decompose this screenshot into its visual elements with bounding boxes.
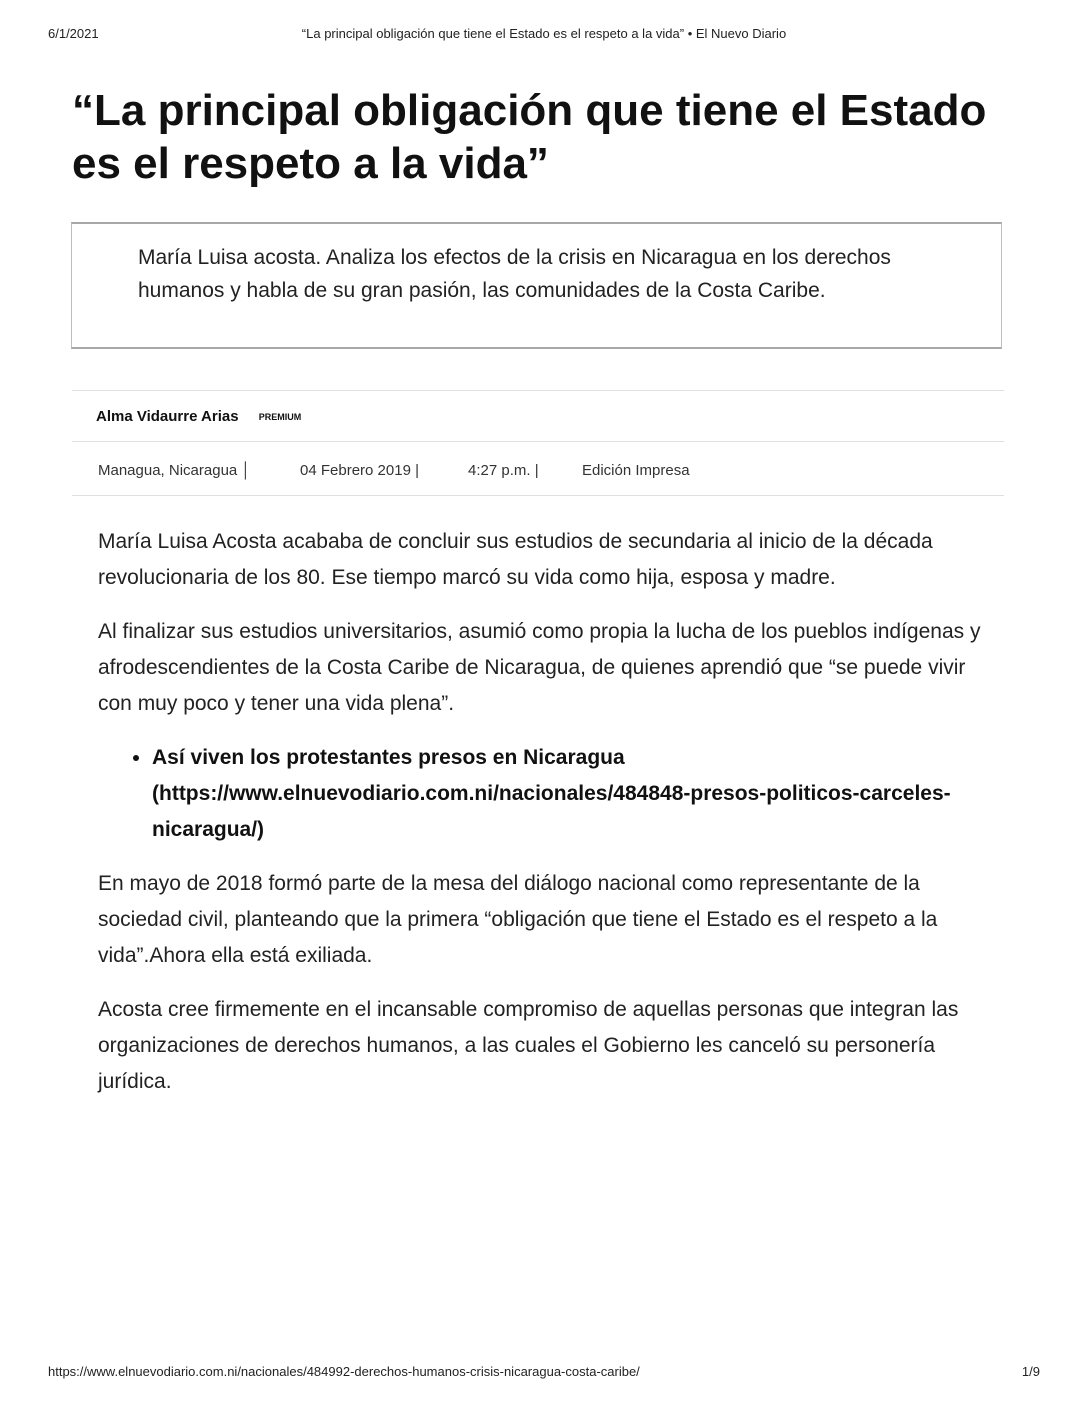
article-headline: “La principal obligación que tiene el Estado es el respeto a la vida” <box>72 86 987 188</box>
print-footer <box>48 1364 1040 1382</box>
meta-location-text: Managua, Nicaragua <box>98 462 238 479</box>
print-date: 6/1/2021 <box>48 26 99 41</box>
meta-time: 4:27 p.m. | <box>468 462 539 479</box>
article-summary-box <box>71 222 1002 349</box>
print-url: https://www.elnuevodiario.com.ni/nacionales/484992-derechos-humanos-crisis-nicaragua-costa-caribe/ <box>48 1364 640 1379</box>
related-links <box>98 740 988 848</box>
meta-date: 04 Febrero 2019 | <box>300 462 419 479</box>
premium-badge: PREMIUM <box>258 412 302 422</box>
meta-edition: Edición Impresa <box>582 462 690 479</box>
article-paragraph: Acosta cree firmemente en el incansable compromiso de aquellas personas que integran las organizaciones de derechos humanos, a las cuales el Gobierno les canceló su personería jurídica. <box>98 998 959 1093</box>
article-paragraph: María Luisa Acosta acababa de concluir sus estudios de secundaria al inicio de la década revolucionaria de los 80. Ese tiempo marcó su vida como hija, esposa y madre. <box>98 530 933 589</box>
article-paragraph: Al finalizar sus estudios universitarios, asumió como propia la lucha de los pueblos indígenas y afrodescendientes de la Costa Caribe de Nicaragua, de quienes aprendió que “se puede vivir con muy poco y tener una vida plena”. <box>98 620 981 715</box>
print-header <box>48 26 1040 44</box>
article-paragraph: En mayo de 2018 formó parte de la mesa del diálogo nacional como representante de la sociedad civil, planteando que la primera “obligación que tiene el Estado es el respeto a la vida”.Ahora ella está exiliada. <box>98 872 938 967</box>
related-link[interactable]: • Así viven los protestantes presos en Nicaragua (https://www.elnuevodiario.com.ni/nacionales/484848-presos-politicos-carceles-nicaragua/) <box>152 740 988 848</box>
page-number: 1/9 <box>1021 1364 1040 1379</box>
author-name[interactable]: Alma Vidaurre Arias <box>96 408 239 425</box>
divider <box>72 495 1004 496</box>
divider <box>72 441 1004 442</box>
article-body <box>98 524 988 1118</box>
article-summary: María Luisa acosta. Analiza los efectos de la crisis en Nicaragua en los derechos humanos y habla de su gran pasión, las comunidades de la Costa Caribe. <box>138 246 891 302</box>
divider <box>72 390 1004 391</box>
meta-location: Managua, Nicaragua │ <box>98 462 251 479</box>
print-page-title: “La principal obligación que tiene el Estado es el respeto a la vida” • El Nuevo Diario <box>301 26 787 41</box>
author-row <box>96 408 301 428</box>
